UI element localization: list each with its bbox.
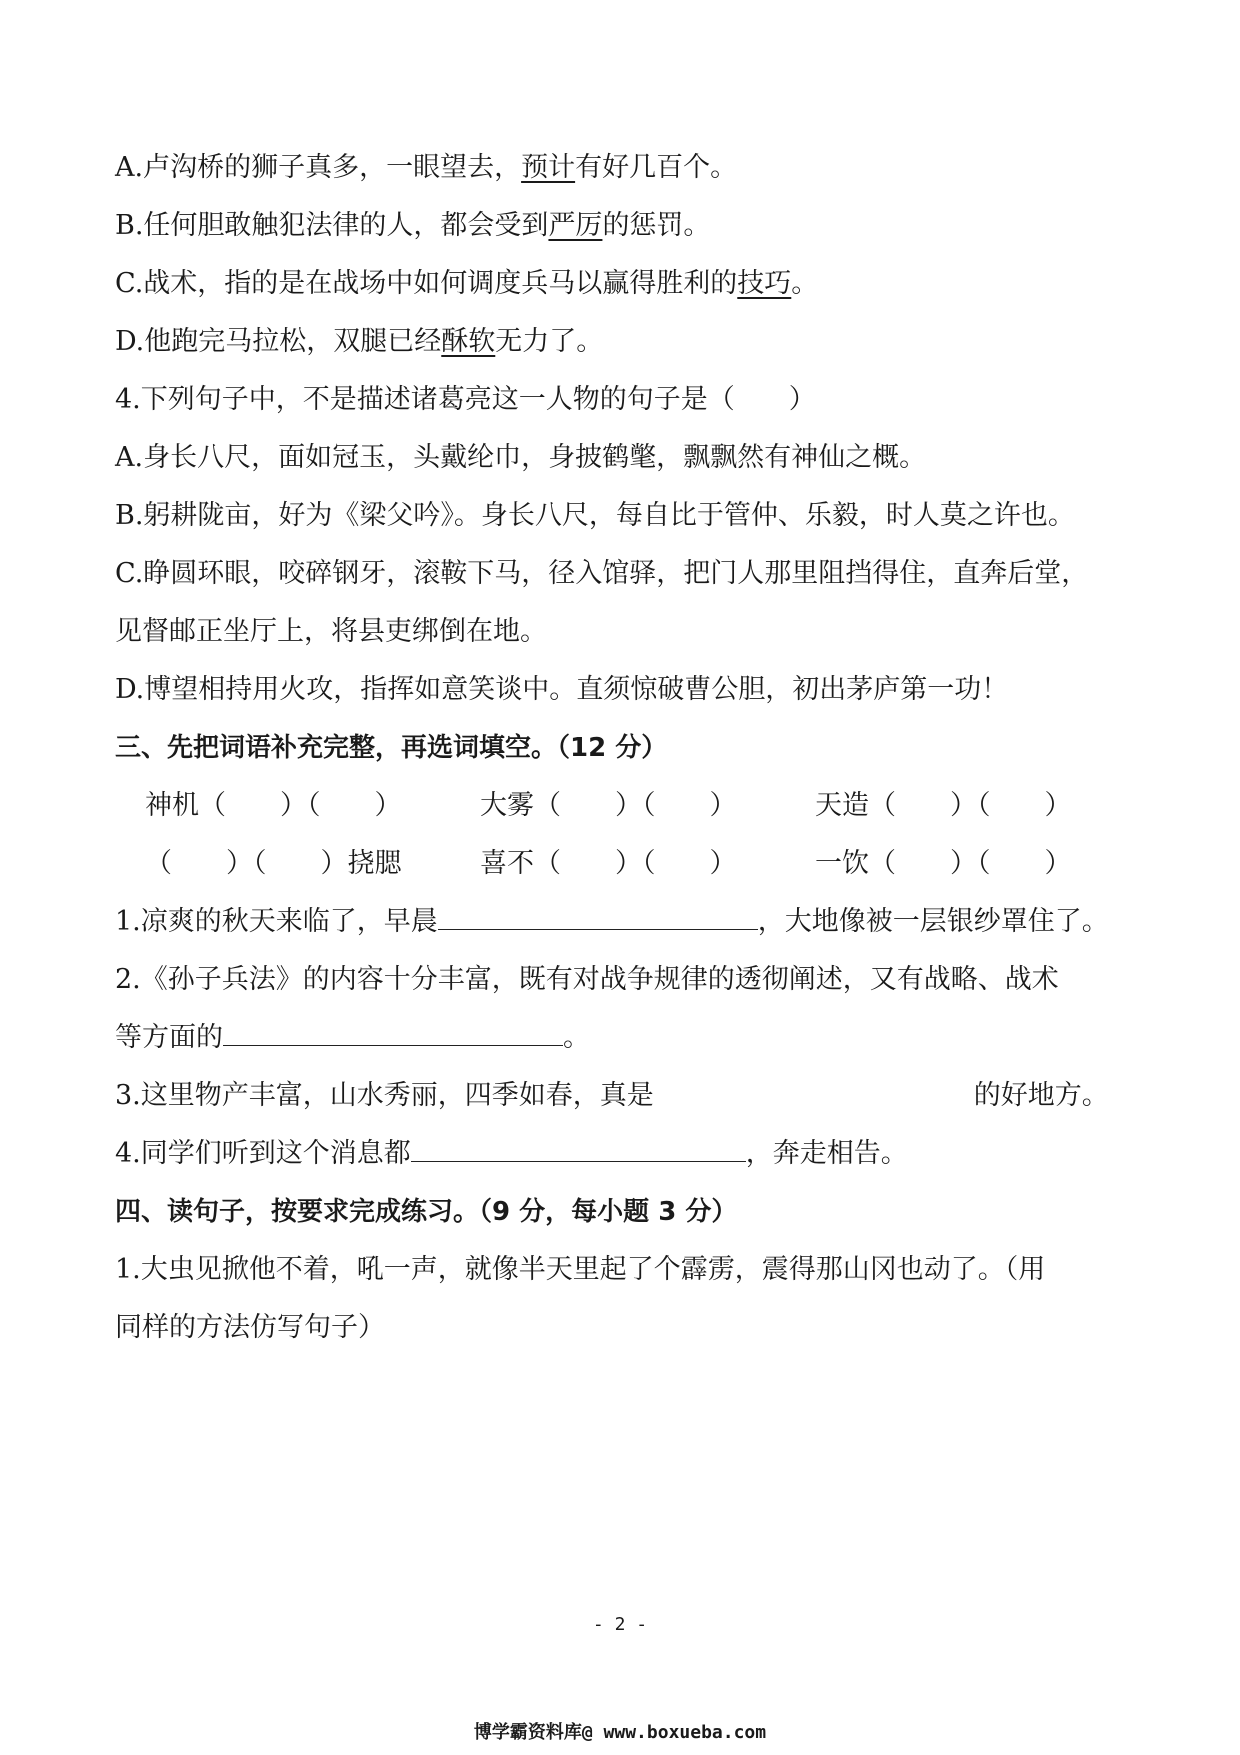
page-number: - 2 - <box>592 1614 648 1635</box>
underlined-word: 预计 <box>521 152 576 183</box>
idiom-item: 喜不（ ）（ ） <box>480 848 737 879</box>
section4-q1-line1: 1.大虫见掀他不着，吼一声，就像半天里起了个霹雳，震得那山冈也动了。（用 <box>115 1254 1046 1285</box>
idiom-item: 一饮（ ）（ ） <box>815 848 1072 879</box>
section4-q1-line2: 同样的方法仿写句子） <box>115 1312 385 1343</box>
idiom-item: （ ）（ ）挠腮 <box>145 848 402 879</box>
fill-sentence-1: 1.凉爽的秋天来临了，早晨 ，大地像被一层银纱罩住了。 <box>115 902 1109 942</box>
underlined-word: 酥软 <box>441 326 496 357</box>
underlined-word: 严厉 <box>548 210 603 241</box>
q3-option-b: B.任何胆敢触犯法律的人，都会受到严厉的惩罚。 <box>115 210 711 241</box>
q3-option-d: D.他跑完马拉松，双腿已经酥软无力了。 <box>115 326 604 357</box>
fill-sentence-4: 4.同学们听到这个消息都 ，奔走相告。 <box>115 1134 908 1174</box>
q4-option-a: A.身长八尺，面如冠玉，头戴纶巾，身披鹤氅，飘飘然有神仙之概。 <box>115 442 927 473</box>
q3-option-a: A.卢沟桥的狮子真多，一眼望去，预计有好几百个。 <box>115 152 738 183</box>
answer-blank[interactable] <box>223 1019 563 1046</box>
fill-sentence-2-line1: 2.《孙子兵法》的内容十分丰富，既有对战争规律的透彻阐述，又有战略、战术 <box>115 964 1059 995</box>
idiom-item: 天造（ ）（ ） <box>815 790 1072 821</box>
q4-option-b: B.躬耕陇亩，好为《梁父吟》。身长八尺，每自比于管仲、乐毅，时人莫之许也。 <box>115 500 1075 531</box>
q4-option-c-line1: C.睁圆环眼，咬碎钢牙，滚鞍下马，径入馆驿，把门人那里阻挡得住，直奔后堂， <box>115 558 1089 589</box>
q3-option-c: C.战术，指的是在战场中如何调度兵马以赢得胜利的技巧。 <box>115 268 819 299</box>
underlined-word: 技巧 <box>737 268 792 299</box>
fill-sentence-3: 3.这里物产丰富，山水秀丽，四季如春，真是 的好地方。 <box>115 1080 1109 1111</box>
site-watermark: 博学霸资料库@ www.boxueba.com <box>473 1722 767 1743</box>
section3-title: 三、先把词语补充完整，再选词填空。（12 分） <box>115 733 668 763</box>
section4-title: 四、读句子，按要求完成练习。（9 分，每小题 3 分） <box>115 1197 738 1227</box>
q4-option-c-line2: 见督邮正坐厅上，将县吏绑倒在地。 <box>115 616 547 647</box>
idiom-item: 大雾（ ）（ ） <box>480 790 737 821</box>
answer-blank[interactable] <box>411 1135 746 1162</box>
idiom-item: 神机（ ）（ ） <box>145 790 402 821</box>
q4-stem: 4.下列句子中，不是描述诸葛亮这一人物的句子是（ ） <box>115 384 816 415</box>
answer-blank[interactable] <box>438 903 758 930</box>
fill-sentence-2-line2: 等方面的 。 <box>115 1018 590 1058</box>
q4-option-d: D.博望相持用火攻，指挥如意笑谈中。直须惊破曹公胆，初出茅庐第一功！ <box>115 674 1009 705</box>
